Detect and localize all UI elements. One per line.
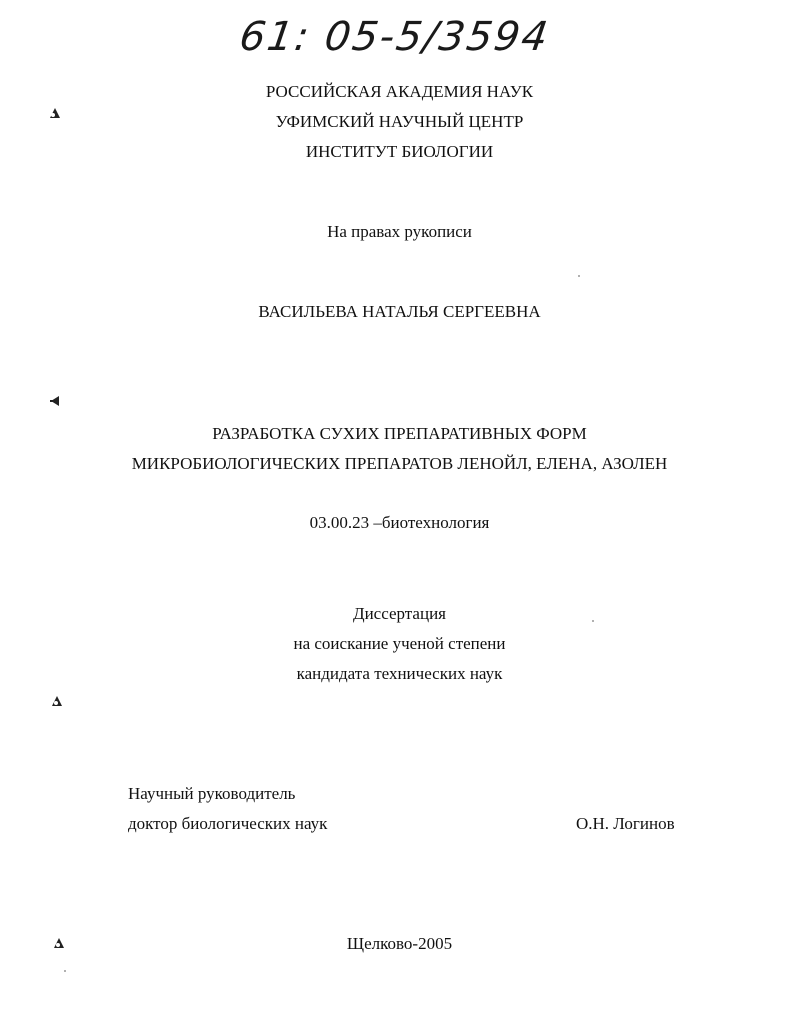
manuscript-rights: На правах рукописи xyxy=(327,222,472,241)
binding-mark-icon xyxy=(50,694,64,708)
supervisor-degree: доктор биологических наук xyxy=(128,814,328,833)
title-line-1: РАЗРАБОТКА СУХИХ ПРЕПАРАТИВНЫХ ФОРМ xyxy=(212,424,587,443)
header-center: УФИМСКИЙ НАУЧНЫЙ ЦЕНТР xyxy=(275,112,524,131)
dissertation-label: Диссертация xyxy=(352,604,446,623)
binding-mark-icon xyxy=(48,394,62,408)
scan-speck xyxy=(578,275,580,277)
author-name: ВАСИЛЬЕВА НАТАЛЬЯ СЕРГЕЕВНА xyxy=(258,302,541,321)
supervisor-name: О.Н. Логинов xyxy=(576,814,675,833)
supervisor-role: Научный руководитель xyxy=(128,784,296,803)
scan-speck xyxy=(64,970,66,972)
title-line-2: МИКРОБИОЛОГИЧЕСКИХ ПРЕПАРАТОВ ЛЕНОЙЛ, ЕЛЕНА, АЗОЛЕН xyxy=(131,454,668,473)
header-academy: РОССИЙСКАЯ АКАДЕМИЯ НАУК xyxy=(265,82,534,101)
handwritten-catalog-code: 61: 05-5/3594 xyxy=(236,14,553,60)
header-institute: ИНСТИТУТ БИОЛОГИИ xyxy=(305,142,494,161)
dissertation-degree-type: кандидата технических наук xyxy=(296,664,503,683)
specialty-code: 03.00.23 –биотехнология xyxy=(309,513,490,532)
place-year: Щелково-2005 xyxy=(346,934,453,953)
dissertation-degree-line: на соискание ученой степени xyxy=(293,634,506,653)
